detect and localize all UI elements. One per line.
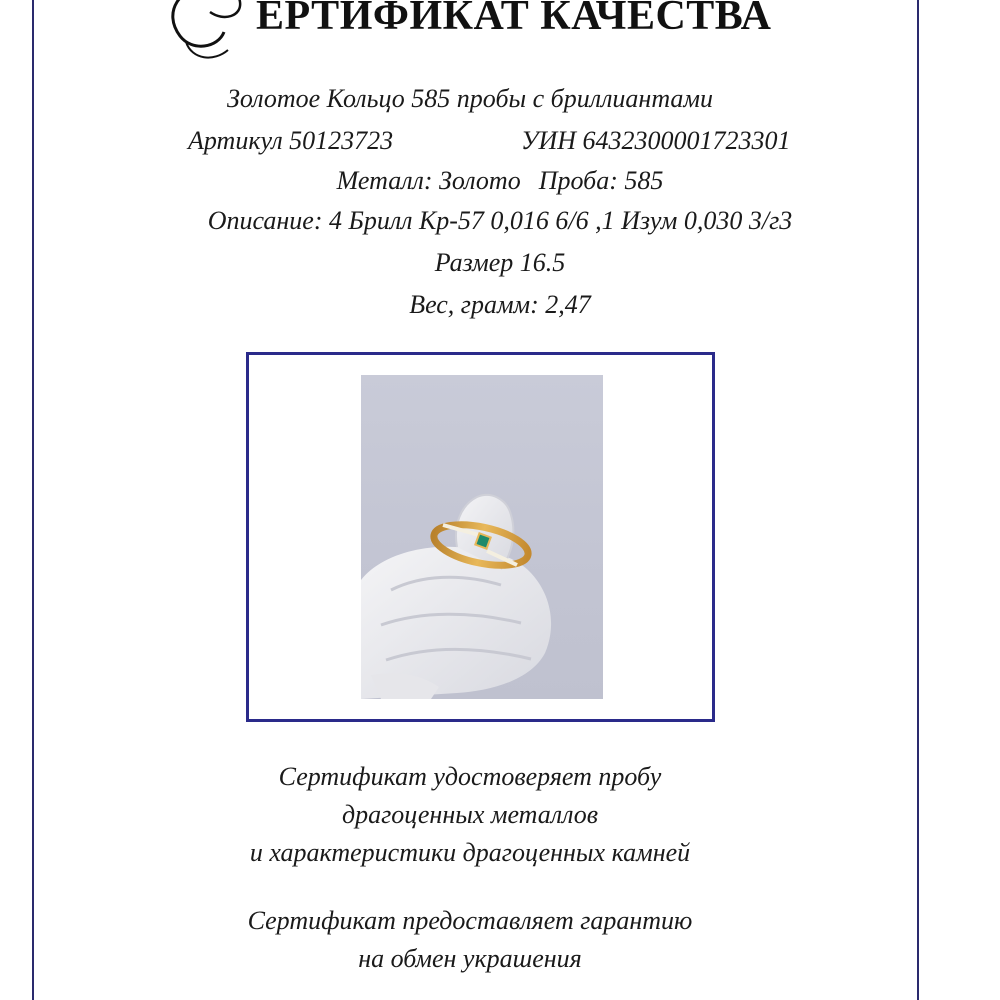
- metal-and-assay: [0, 164, 1000, 198]
- footer-line-4: Сертификат предоставляет гарантию: [247, 906, 693, 935]
- ring-size: Размер 16.5: [434, 248, 566, 277]
- stones-description: Описание: 4 Брилл Кр-57 0,016 6/6 ,1 Изум 0,030 3/г3: [207, 206, 793, 235]
- footer-line-3: и характеристики драгоценных камней: [249, 838, 691, 867]
- product-photo-frame: [246, 352, 715, 722]
- product-photo: [361, 375, 603, 699]
- ring-on-gloved-finger-image: [361, 375, 603, 699]
- footer-line-5: на обмен украшения: [358, 944, 582, 973]
- certificate-title: ЕРТИФИКАТ КАЧЕСТВА: [256, 0, 772, 39]
- assay-value: Проба: 585: [538, 166, 664, 195]
- footer-line-1: Сертификат удостоверяет пробу: [278, 762, 662, 791]
- product-name: Золотое Кольцо 585 пробы с бриллиантами: [226, 84, 714, 113]
- uin-number: УИН 6432300001723301: [521, 126, 791, 155]
- monogram-c-icon: [140, 0, 260, 62]
- article-number: Артикул 50123723: [188, 126, 394, 155]
- footer-line-2: драгоценных металлов: [341, 800, 599, 829]
- ring-weight: Вес, грамм: 2,47: [409, 290, 591, 319]
- metal-value: Металл: Золото: [336, 166, 521, 195]
